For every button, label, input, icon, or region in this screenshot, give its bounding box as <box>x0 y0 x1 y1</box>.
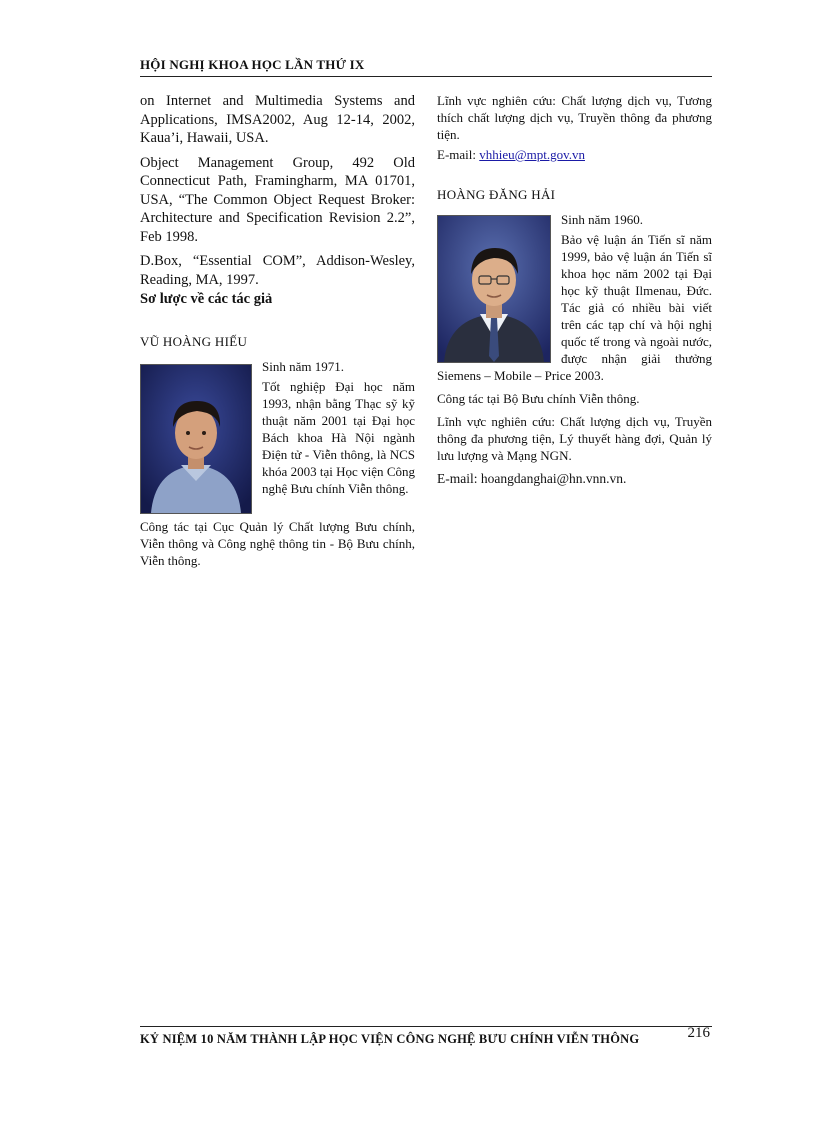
footer-title: KỶ NIỆM 10 NĂM THÀNH LẬP HỌC VIỆN CÔNG NGHỆ BƯU CHÍNH VIỄN THÔNG <box>140 1032 640 1046</box>
page-number: 216 <box>687 1025 710 1041</box>
author-name: VŨ HOÀNG HIẾU <box>140 334 248 349</box>
reference-item: Object Management Group, 492 Old Connecticut Path, Framingharm, MA 01701, USA, “The Common Object Request Broker: Architecture and Specification Revision 2.2”, Feb 1998. <box>140 154 415 245</box>
email-link[interactable]: vhhieu@mpt.gov.vn <box>479 147 585 162</box>
author-bio <box>437 211 712 390</box>
reference-item: on Internet and Multimedia Systems and Applications, IMSA2002, Aug 12-14, 2002, Kaua’i, Hawaii, USA. <box>140 93 415 146</box>
conference-title: HỘI NGHỊ KHOA HỌC LẦN THỨ IX <box>140 57 365 72</box>
email-label: E-mail: <box>437 147 480 162</box>
author-bio <box>140 358 415 518</box>
page-footer <box>140 1026 712 1049</box>
author-education: Bảo vệ luận án Tiến sĩ năm 1999, bảo vệ luận án Tiến sĩ khoa học năm 2002 tại Đại học kỹ thuật Ilmenau, Đức. Tác giả có nhiều bài viết trên các tạp chí và hội nghị quốc tế trong và ngoài nước, được nhận giải thưởng Siemens – Mobile – Price 2003. <box>437 232 712 383</box>
author-birth: Sinh năm 1960. <box>561 212 643 227</box>
author-photo <box>140 364 252 514</box>
portrait-image <box>141 365 251 513</box>
right-column <box>437 92 712 495</box>
author-email <box>437 146 712 163</box>
author-research: Lĩnh vực nghiên cứu: Chất lượng dịch vụ, Truyền thông đa phương tiện, Lý thuyết hàng đợi, Quản lý lưu lượng và Mạng NGN. <box>437 414 712 463</box>
section-title: Sơ lược về các tác giả <box>140 291 273 307</box>
author-name: HOÀNG ĐĂNG HẢI <box>437 187 556 202</box>
author-birth: Sinh năm 1971. <box>262 359 344 374</box>
left-column <box>140 92 415 575</box>
portrait-image <box>438 216 550 362</box>
author-email: E-mail: hoangdanghai@hn.vnn.vn. <box>437 471 627 486</box>
page-header <box>140 56 712 77</box>
author-work: Công tác tại Bộ Bưu chính Viễn thông. <box>437 391 640 406</box>
author-research: Lĩnh vực nghiên cứu: Chất lượng dịch vụ, Tương thích chất lượng dịch vụ, Truyền thông đa phương tiện. <box>437 93 712 142</box>
reference-item: D.Box, “Essential COM”, Addison-Wesley, Reading, MA, 1997. <box>140 253 415 288</box>
author-photo <box>437 215 551 363</box>
author-education: Tốt nghiệp Đại học năm 1993, nhận bằng Thạc sỹ kỹ thuật năm 2001 tại Đại học Bách khoa Hà Nội ngành Điện tử - Viễn thông, là NCS khóa 2003 tại Học viện Công nghệ Bưu chính Viễn thông. <box>262 379 415 496</box>
author-work: Công tác tại Cục Quản lý Chất lượng Bưu chính, Viễn thông và Công nghệ thông tin - Bộ Bưu chính, Viễn thông. <box>140 519 415 568</box>
